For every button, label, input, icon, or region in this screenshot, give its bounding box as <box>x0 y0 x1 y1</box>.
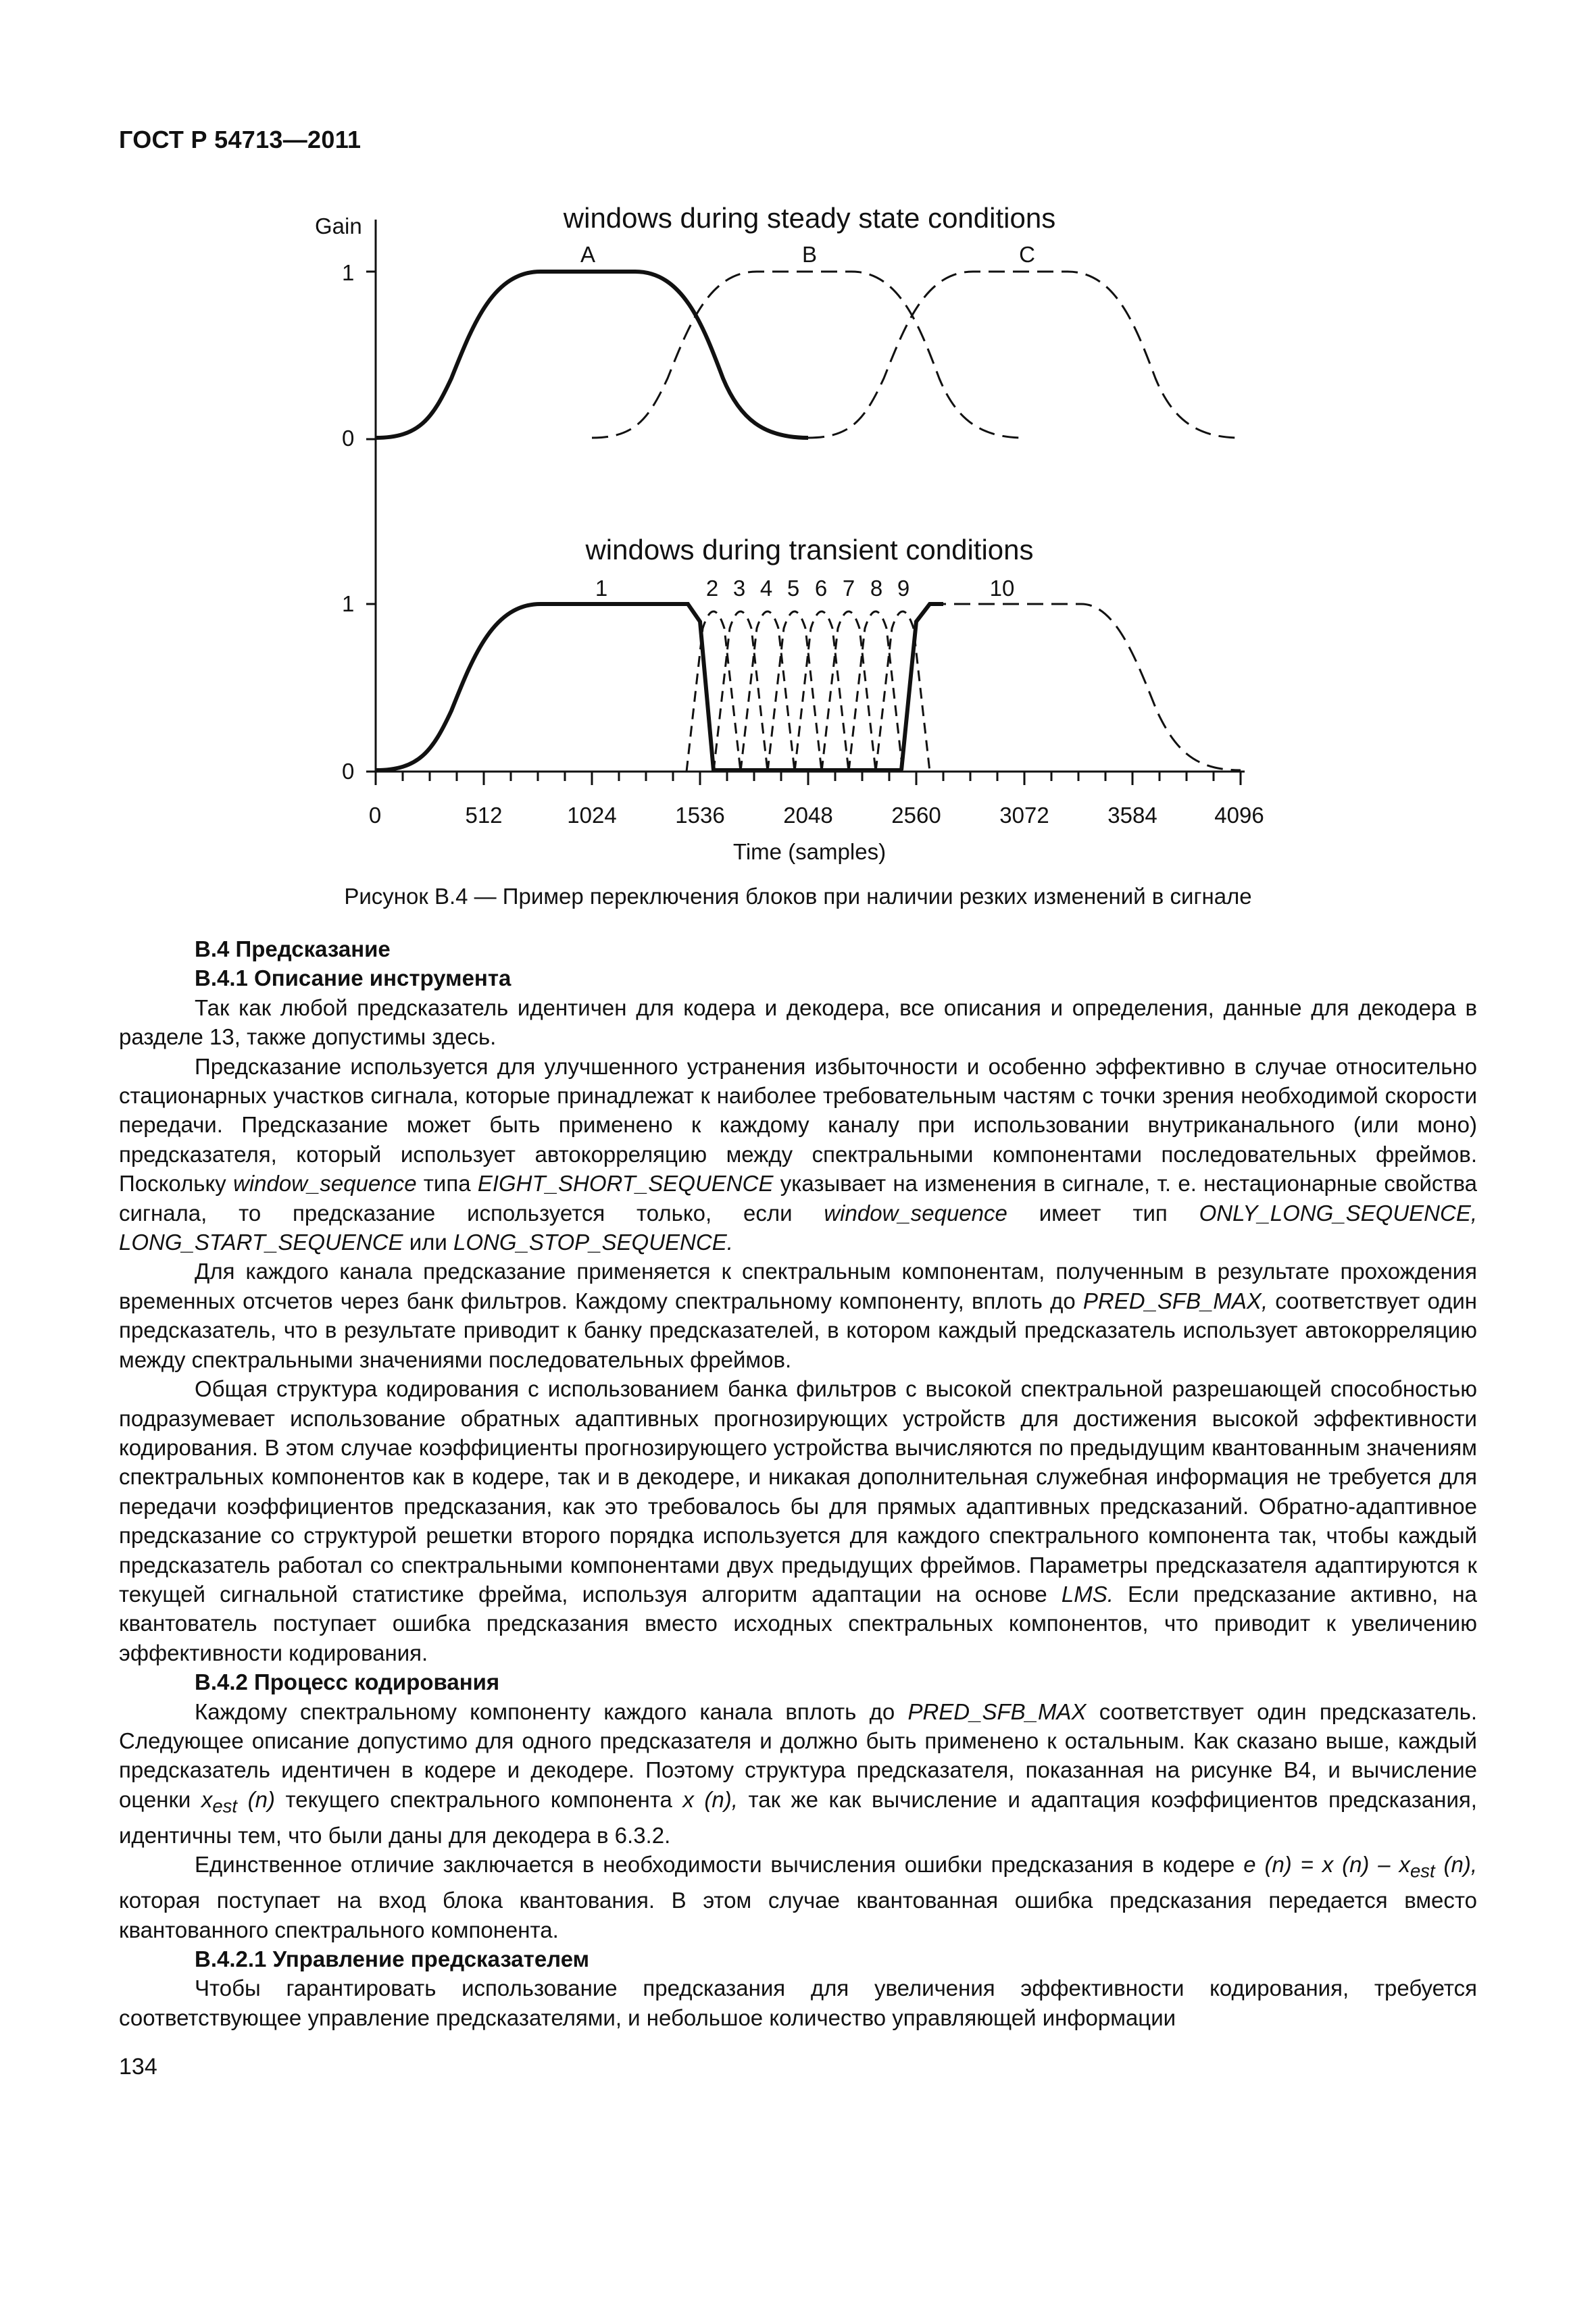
steady-window-a <box>376 272 808 438</box>
transient-label-8: 8 <box>870 576 883 601</box>
short-window-3 <box>714 611 768 772</box>
transient-window-10 <box>930 604 1241 770</box>
document-header: ГОСТ Р 54713—2011 <box>119 126 361 153</box>
transient-label-9: 9 <box>897 576 910 601</box>
bottom-y-tick-1: 1 <box>342 591 355 616</box>
transient-label-1: 1 <box>595 576 608 601</box>
short-window-7 <box>822 611 876 772</box>
bottom-chart-title: windows during transient conditions <box>585 534 1034 565</box>
short-window-5 <box>768 611 822 772</box>
paragraph-5: Каждому спектральному компоненту каждого канала вплоть до PRED_SFB_MAX соответствует один предсказатель. Следующее описание допустимо для одного предсказателя и должно быть применено к остальным. Как сказано выше, каждый предсказатель идентичен в кодере и декодере. Поэтому структура предсказателя, показанная на рисунке В4, и вычисление оценки $x_{est}$ (n) текущего спектрального компонента x (n), так же как вычисление и адаптация коэффициентов предсказания, идентичны тем, что были даны для декодера в 6.3.2. <box>119 1699 1477 1848</box>
transient-short-windows <box>687 611 930 772</box>
x-tick-label-3584: 3584 <box>1107 803 1157 828</box>
top-y-tick-0: 0 <box>342 426 355 451</box>
short-window-2 <box>687 611 741 772</box>
paragraph-6: Единственное отличие заключается в необходимости вычисления ошибки предсказания в кодере e (n) = x $(n) - x_{est}$ (n), которая поступает на вход блока квантования. В этом случае квантованная ошибка предсказания передается вместо квантованного спектрального компонента. <box>119 1852 1478 1942</box>
section-b4-heading: В.4 Предсказание <box>195 936 391 961</box>
section-b42-heading: В.4.2 Процесс кодирования <box>195 1669 500 1695</box>
short-window-6 <box>795 611 849 772</box>
top-y-tick-1: 1 <box>342 260 355 285</box>
steady-label-a: A <box>580 242 596 267</box>
transient-label-5: 5 <box>787 576 800 601</box>
section-content <box>119 934 1477 2032</box>
x-tick-label-1536: 1536 <box>675 803 725 828</box>
x-tick-label-1024: 1024 <box>567 803 617 828</box>
transient-label-10: 10 <box>989 576 1015 601</box>
transient-label-4: 4 <box>759 576 773 601</box>
steady-label-b: B <box>801 242 818 267</box>
transient-label-7: 7 <box>842 576 855 601</box>
figure-caption: Рисунок В.4 — Пример переключения блоков при наличии резких изменений в сигнале <box>344 884 1252 909</box>
x-tick-label-4096: 4096 <box>1214 803 1264 828</box>
x-tick-label-0: 0 <box>368 803 382 828</box>
bottom-y-tick-0: 0 <box>342 759 355 784</box>
paragraph-1: Так как любой предсказатель идентичен для кодера и декодера, все описания и определения, данные для декодера в разделе 13, также допустимы здесь. <box>119 995 1477 1050</box>
x-tick-label-2560: 2560 <box>891 803 941 828</box>
x-tick-label-2048: 2048 <box>783 803 833 828</box>
gain-axis-label: Gain <box>315 213 362 238</box>
transient-label-6: 6 <box>814 576 828 601</box>
x-axis-ticks <box>376 772 1241 785</box>
steady-window-c <box>808 272 1241 438</box>
short-window-8 <box>849 611 903 772</box>
paragraph-4: Общая структура кодирования с использованием банка фильтров с высокой спектральной разрешающей способностью подразумевает использование обратных адаптивных прогнозирующих устройств для достижения высокой эффективности кодирования. В этом случае коэффициенты прогнозирующего устройства вычисляются по предыдущим квантованным значениям спектральных компонентов как в кодере, так и в декодере, и никакая дополнительная служебная информация не требуется для передачи коэффициентов предсказания, как это требовалось бы для прямых адаптивных предсказаний. Обратно-адаптивное предсказание со структурой решетки второго порядка используется для каждого спектрального компонента так, чтобы каждый предсказатель работал со спектральными компонентами двух предыдущих фреймов. Параметры предсказателя адаптируются к текущей сигнальной статистике фрейма, используя алгоритм адаптации на основе LMS. Если предсказание активно, на квантователь поступает ошибка предсказания вместо исходных спектральных компонентов, что приводит к увеличению эффективности кодирования. <box>119 1376 1478 1665</box>
paragraph-2: Предсказание используется для улучшенного устранения избыточности и особенно эффективно в случае относительно стационарных участков сигнала, которые принадлежат к наиболее требовательным частям с точки зрения необходимой скорости передачи. Предсказание может быть применено к каждому каналу при использовании внутриканального (или моно) предсказателя, который использует автокорреляцию между спектральными компонентами последовательных фреймов. Поскольку window_sequence типа EIGHT_SHORT_SEQUENCE указывает на изменения в сигнале, т. е. нестационарные свойства сигнала, то предсказание используется только, если window_sequence имеет тип ONLY_LONG_SEQUENCE, LONG_START_SEQUENCE или LONG_STOP_SEQUENCE. <box>119 1053 1478 1255</box>
section-b41-heading: В.4.1 Описание инструмента <box>195 965 512 991</box>
transient-label-2: 2 <box>705 576 719 601</box>
short-window-4 <box>741 611 795 772</box>
transient-window-9 <box>901 604 943 770</box>
x-tick-label-512: 512 <box>465 803 503 828</box>
section-b421-heading: В.4.2.1 Управление предсказателем <box>195 1946 590 1971</box>
x-tick-label-3072: 3072 <box>999 803 1049 828</box>
paragraph-3: Для каждого канала предсказание применяется к спектральным компонентам, полученным в результате прохождения временных отсчетов через банк фильтров. Каждому спектральному компоненту, вплоть до PRED_SFB_MAX, соответствует один предсказатель, что в результате приводит к банку предсказателей, в котором каждый предсказатель использует автокорреляцию между спектральными значениями последовательных фреймов. <box>119 1259 1478 1372</box>
top-chart-title: windows during steady state conditions <box>563 202 1056 234</box>
block-switching-figure <box>0 0 1596 878</box>
steady-window-b <box>592 272 1024 438</box>
steady-label-c: C <box>1019 242 1035 267</box>
page-number: 134 <box>119 2054 157 2080</box>
transient-label-3: 3 <box>732 576 746 601</box>
x-axis-label: Time (samples) <box>732 839 887 864</box>
paragraph-7: Чтобы гарантировать использование предсказания для увеличения эффективности кодирования, требуется соответствующее управление предсказателями, и небольшое количество управляющей информации <box>119 1976 1477 2030</box>
